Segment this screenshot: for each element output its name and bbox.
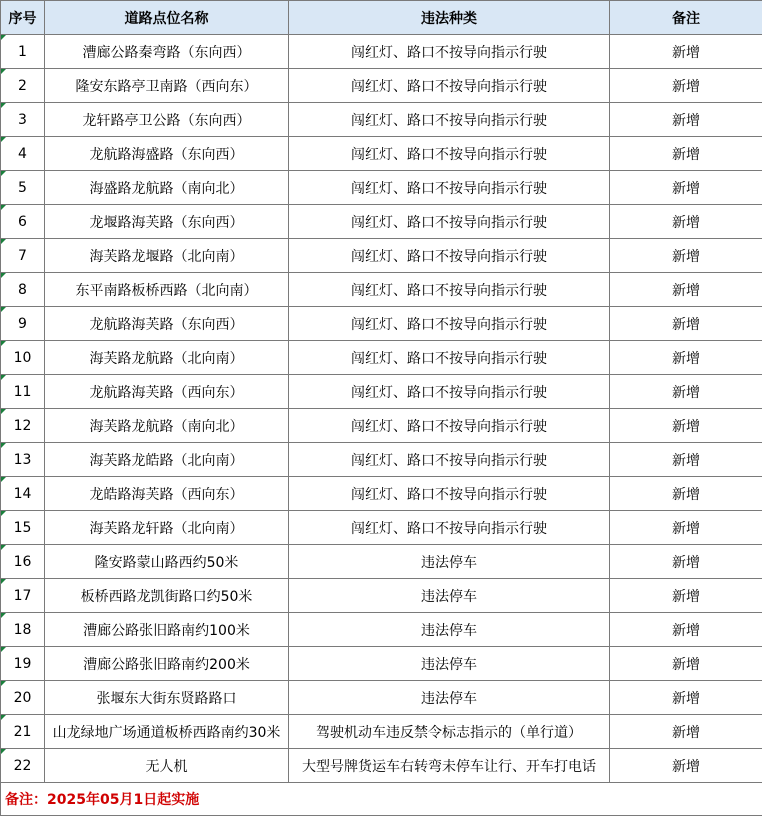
- cell-violation-type: 违法停车: [289, 579, 610, 613]
- cell-remark: 新增: [610, 749, 762, 783]
- cell-violation-type: 闯红灯、路口不按导向指示行驶: [289, 205, 610, 239]
- table-row: [1, 273, 762, 307]
- table-row: [1, 443, 762, 477]
- cell-remark: 新增: [610, 715, 762, 749]
- cell-location: 张堰东大街东贤路路口: [45, 681, 289, 715]
- cell-location: 山龙绿地广场通道板桥西路南约30米: [45, 715, 289, 749]
- cell-remark: 新增: [610, 341, 762, 375]
- cell-index: 19: [1, 647, 45, 681]
- cell-violation-type: 闯红灯、路口不按导向指示行驶: [289, 477, 610, 511]
- cell-violation-type: 违法停车: [289, 647, 610, 681]
- cell-remark: 新增: [610, 103, 762, 137]
- cell-remark: 新增: [610, 307, 762, 341]
- table-row: [1, 375, 762, 409]
- cell-remark: 新增: [610, 545, 762, 579]
- table-row: [1, 477, 762, 511]
- cell-index: 2: [1, 69, 45, 103]
- cell-index: 22: [1, 749, 45, 783]
- cell-remark: 新增: [610, 205, 762, 239]
- cell-index: 21: [1, 715, 45, 749]
- cell-violation-type: 闯红灯、路口不按导向指示行驶: [289, 443, 610, 477]
- cell-violation-type: 闯红灯、路口不按导向指示行驶: [289, 103, 610, 137]
- table-row: [1, 137, 762, 171]
- cell-index: 11: [1, 375, 45, 409]
- table-row: [1, 35, 762, 69]
- table-row: [1, 511, 762, 545]
- cell-violation-type: 闯红灯、路口不按导向指示行驶: [289, 137, 610, 171]
- cell-index: 18: [1, 613, 45, 647]
- cell-violation-type: 闯红灯、路口不按导向指示行驶: [289, 341, 610, 375]
- cell-remark: 新增: [610, 477, 762, 511]
- cell-location: 龙堰路海芙路（东向西）: [45, 205, 289, 239]
- cell-location: 龙轩路亭卫公路（东向西）: [45, 103, 289, 137]
- cell-location: 隆安路蒙山路西约50米: [45, 545, 289, 579]
- cell-remark: 新增: [610, 69, 762, 103]
- header-violation-type: 违法种类: [289, 1, 610, 35]
- table-row: [1, 647, 762, 681]
- table-row: [1, 239, 762, 273]
- table-row: [1, 103, 762, 137]
- cell-index: 9: [1, 307, 45, 341]
- table-row: [1, 545, 762, 579]
- cell-location: 龙皓路海芙路（西向东）: [45, 477, 289, 511]
- cell-violation-type: 闯红灯、路口不按导向指示行驶: [289, 273, 610, 307]
- cell-location: 海芙路龙皓路（北向南）: [45, 443, 289, 477]
- cell-index: 12: [1, 409, 45, 443]
- table-row: [1, 171, 762, 205]
- cell-violation-type: 闯红灯、路口不按导向指示行驶: [289, 409, 610, 443]
- table-row: [1, 579, 762, 613]
- cell-index: 20: [1, 681, 45, 715]
- cell-location: 海芙路龙航路（北向南）: [45, 341, 289, 375]
- table-row: [1, 749, 762, 783]
- cell-index: 16: [1, 545, 45, 579]
- cell-location: 龙航路海盛路（东向西）: [45, 137, 289, 171]
- header-remark: 备注: [610, 1, 762, 35]
- cell-index: 17: [1, 579, 45, 613]
- cell-remark: 新增: [610, 137, 762, 171]
- cell-index: 6: [1, 205, 45, 239]
- cell-remark: 新增: [610, 35, 762, 69]
- cell-violation-type: 闯红灯、路口不按导向指示行驶: [289, 69, 610, 103]
- cell-violation-type: 违法停车: [289, 545, 610, 579]
- cell-remark: 新增: [610, 443, 762, 477]
- cell-location: 板桥西路龙凯街路口约50米: [45, 579, 289, 613]
- cell-violation-type: 闯红灯、路口不按导向指示行驶: [289, 307, 610, 341]
- cell-remark: 新增: [610, 681, 762, 715]
- table-body: [1, 35, 762, 783]
- table-row: [1, 681, 762, 715]
- cell-remark: 新增: [610, 375, 762, 409]
- cell-index: 13: [1, 443, 45, 477]
- cell-violation-type: 驾驶机动车违反禁令标志指示的（单行道）: [289, 715, 610, 749]
- cell-location: 海芙路龙堰路（北向南）: [45, 239, 289, 273]
- cell-location: 龙航路海芙路（东向西）: [45, 307, 289, 341]
- table-row: [1, 205, 762, 239]
- cell-index: 3: [1, 103, 45, 137]
- cell-index: 14: [1, 477, 45, 511]
- cell-remark: 新增: [610, 409, 762, 443]
- table-row: [1, 341, 762, 375]
- cell-violation-type: 大型号牌货运车右转弯未停车让行、开车打电话: [289, 749, 610, 783]
- cell-remark: 新增: [610, 171, 762, 205]
- table-row: [1, 715, 762, 749]
- table-row: [1, 69, 762, 103]
- header-row: [1, 1, 762, 35]
- cell-violation-type: 闯红灯、路口不按导向指示行驶: [289, 239, 610, 273]
- cell-location: 无人机: [45, 749, 289, 783]
- note-row: [1, 783, 762, 816]
- cell-location: 漕廊公路张旧路南约200米: [45, 647, 289, 681]
- cell-index: 4: [1, 137, 45, 171]
- cell-index: 10: [1, 341, 45, 375]
- cell-violation-type: 闯红灯、路口不按导向指示行驶: [289, 511, 610, 545]
- cell-index: 1: [1, 35, 45, 69]
- cell-index: 8: [1, 273, 45, 307]
- cell-location: 隆安东路亭卫南路（西向东）: [45, 69, 289, 103]
- cell-location: 海芙路龙轩路（北向南）: [45, 511, 289, 545]
- cell-index: 15: [1, 511, 45, 545]
- effective-date-note: 备注：2025年05月1日起实施: [1, 783, 762, 816]
- cell-index: 7: [1, 239, 45, 273]
- cell-violation-type: 违法停车: [289, 613, 610, 647]
- cell-location: 漕廊公路秦弯路（东向西）: [45, 35, 289, 69]
- cell-violation-type: 闯红灯、路口不按导向指示行驶: [289, 35, 610, 69]
- cell-violation-type: 闯红灯、路口不按导向指示行驶: [289, 171, 610, 205]
- cell-violation-type: 闯红灯、路口不按导向指示行驶: [289, 375, 610, 409]
- cell-remark: 新增: [610, 579, 762, 613]
- header-index: 序号: [1, 1, 45, 35]
- table-row: [1, 409, 762, 443]
- cell-remark: 新增: [610, 647, 762, 681]
- cell-remark: 新增: [610, 511, 762, 545]
- cell-remark: 新增: [610, 239, 762, 273]
- cell-index: 5: [1, 171, 45, 205]
- table-row: [1, 613, 762, 647]
- cell-location: 海盛路龙航路（南向北）: [45, 171, 289, 205]
- cell-location: 海芙路龙航路（南向北）: [45, 409, 289, 443]
- header-location: 道路点位名称: [45, 1, 289, 35]
- cell-location: 漕廊公路张旧路南约100米: [45, 613, 289, 647]
- cell-location: 东平南路板桥西路（北向南）: [45, 273, 289, 307]
- cell-violation-type: 违法停车: [289, 681, 610, 715]
- cell-remark: 新增: [610, 613, 762, 647]
- cell-location: 龙航路海芙路（西向东）: [45, 375, 289, 409]
- cell-remark: 新增: [610, 273, 762, 307]
- table-row: [1, 307, 762, 341]
